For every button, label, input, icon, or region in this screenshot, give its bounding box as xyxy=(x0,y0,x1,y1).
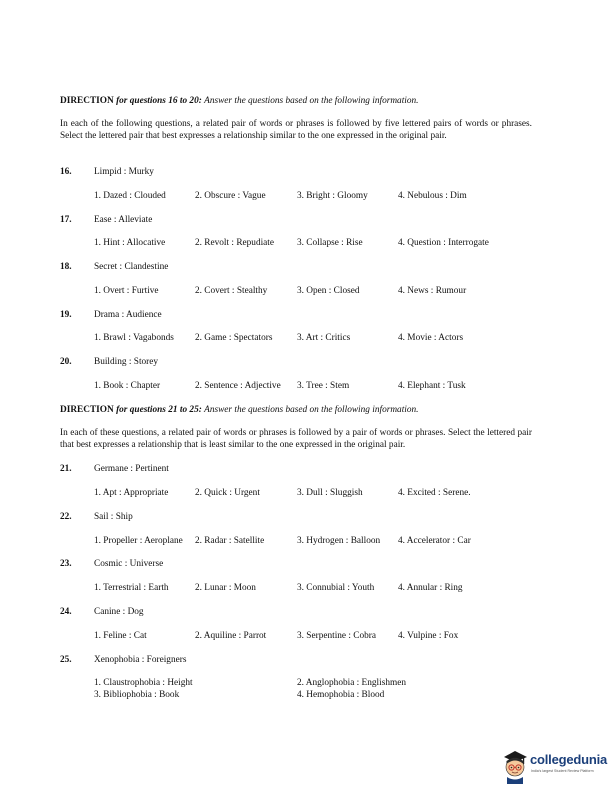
question-number: 19. xyxy=(60,310,72,320)
direction-heading-1 xyxy=(60,96,418,106)
option: 4. Annular : Ring xyxy=(398,583,463,593)
option: 1. Hint : Allocative xyxy=(94,238,166,248)
question-stem: Cosmic : Universe xyxy=(94,559,164,569)
option: 2. Radar : Satellite xyxy=(195,536,265,546)
option: 4. Vulpine : Fox xyxy=(398,631,459,641)
option: 4. Elephant : Tusk xyxy=(398,381,466,391)
option: 4. Nebulous : Dim xyxy=(398,191,467,201)
option: 2. Lunar : Moon xyxy=(195,583,256,593)
question-number: 20. xyxy=(60,357,72,367)
direction-range: for questions 21 to 25: xyxy=(116,405,202,415)
question-stem: Ease : Alleviate xyxy=(94,215,153,225)
option: 3. Art : Critics xyxy=(297,333,351,343)
option: 3. Serpentine : Cobra xyxy=(297,631,377,641)
option: 2. Anglophobia : Englishmen xyxy=(297,678,406,688)
option: 2. Quick : Urgent xyxy=(195,488,260,498)
option: 4. Movie : Actors xyxy=(398,333,464,343)
option: 1. Feline : Cat xyxy=(94,631,147,641)
question-number: 23. xyxy=(60,559,72,569)
question-stem: Sail : Ship xyxy=(94,512,133,522)
option: 3. Bibliophobia : Book xyxy=(94,690,180,700)
instructions-1: In each of the following questions, a related pair of words or phrases is followed by five lettered pairs of words or phrases. Select the lettered pair that best expresses a relationship similar to the one expressed in the original pair. xyxy=(60,119,532,141)
option: 4. Hemophobia : Blood xyxy=(297,690,385,700)
option: 3. Bright : Gloomy xyxy=(297,191,368,201)
mascot-icon xyxy=(500,748,530,784)
option: 2. Game : Spectators xyxy=(195,333,273,343)
question-number: 18. xyxy=(60,262,72,272)
option: 3. Dull : Sluggish xyxy=(297,488,363,498)
option: 1. Terrestrial : Earth xyxy=(94,583,169,593)
question-stem: Secret : Clandestine xyxy=(94,262,169,272)
option: 2. Revolt : Repudiate xyxy=(195,238,275,248)
option: 4. Question : Interrogate xyxy=(398,238,489,248)
direction-range: for questions 16 to 20: xyxy=(116,96,202,106)
question-stem: Limpid : Murky xyxy=(94,167,154,177)
option: 4. Accelerator : Car xyxy=(398,536,471,546)
option: 1. Apt : Appropriate xyxy=(94,488,169,498)
option: 2. Obscure : Vague xyxy=(195,191,266,201)
direction-label: DIRECTION xyxy=(60,96,114,106)
option: 1. Dazed : Clouded xyxy=(94,191,166,201)
direction-heading-2 xyxy=(60,405,418,415)
question-number: 22. xyxy=(60,512,72,522)
brand-name: collegedunia xyxy=(530,752,608,767)
option: 1. Overt : Furtive xyxy=(94,286,159,296)
question-number: 21. xyxy=(60,464,72,474)
option: 4. Excited : Serene. xyxy=(398,488,471,498)
option: 2. Covert : Stealthy xyxy=(195,286,268,296)
option: 4. News : Rumour xyxy=(398,286,467,296)
option: 2. Sentence : Adjective xyxy=(195,381,281,391)
question-stem: Building : Storey xyxy=(94,357,159,367)
option: 2. Aquiline : Parrot xyxy=(195,631,267,641)
question-number: 16. xyxy=(60,167,72,177)
question-number: 17. xyxy=(60,215,72,225)
option: 3. Hydrogen : Balloon xyxy=(297,536,381,546)
option: 1. Claustrophobia : Height xyxy=(94,678,193,688)
direction-text: Answer the questions based on the following information. xyxy=(204,96,419,106)
question-stem: Xenophobia : Foreigners xyxy=(94,655,187,665)
collegedunia-logo[interactable] xyxy=(500,748,606,784)
instructions-2: In each of these questions, a related pair of words or phrases is followed by a pair of words or phrases. Select the lettered pair that best expresses a relationship that is least similar to the one expressed in the original pair. xyxy=(60,428,532,450)
question-number: 25. xyxy=(60,655,72,665)
question-stem: Germane : Pertinent xyxy=(94,464,169,474)
option: 3. Open : Closed xyxy=(297,286,360,296)
option: 3. Collapse : Rise xyxy=(297,238,363,248)
option: 3. Tree : Stem xyxy=(297,381,350,391)
direction-label: DIRECTION xyxy=(60,405,114,415)
direction-text: Answer the questions based on the following information. xyxy=(204,405,419,415)
option: 1. Book : Chapter xyxy=(94,381,161,391)
option: 1. Brawl : Vagabonds xyxy=(94,333,174,343)
option: 3. Connubial : Youth xyxy=(297,583,375,593)
option: 1. Propeller : Aeroplane xyxy=(94,536,183,546)
question-stem: Canine : Dog xyxy=(94,607,144,617)
question-stem: Drama : Audience xyxy=(94,310,162,320)
question-number: 24. xyxy=(60,607,72,617)
brand-tagline: India's largest Student Review Platform xyxy=(531,769,594,773)
